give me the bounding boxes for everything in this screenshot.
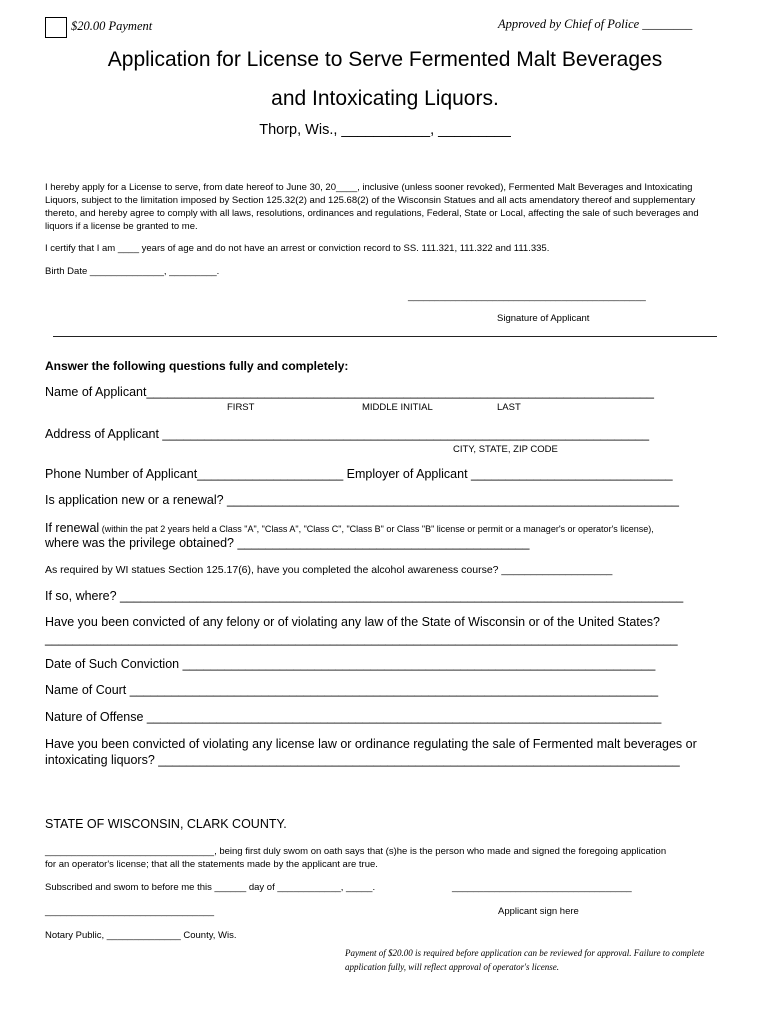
certify-statement: I certify that I am ____ years of age and do not have an arrest or conviction record to SS. 111.321, 111.322 and 111.335. bbox=[45, 243, 550, 254]
city-state-zip-caption: CITY, STATE, ZIP CODE bbox=[453, 444, 558, 455]
section-divider bbox=[53, 336, 717, 337]
sworn-statement-line2: for an operator's license; that all the statements made by the applicant are true. bbox=[45, 859, 378, 870]
awareness-course-field[interactable]: As required by WI statues Section 125.17(6), have you completed the alcohol awareness course? ___________________ bbox=[45, 564, 613, 576]
signature-label: Signature of Applicant bbox=[497, 313, 590, 324]
middle-initial-caption: MIDDLE INITIAL bbox=[362, 402, 433, 413]
signature-line[interactable]: _____________________________________________ bbox=[408, 291, 646, 302]
last-name-caption: LAST bbox=[497, 402, 521, 413]
sworn-statement-line1[interactable]: ________________________________, being first duly swom on oath says that (s)he is the person who made and signed the foregoing application bbox=[45, 846, 667, 857]
payment-note-line2: application fully, will reflect approval of operator's license. bbox=[345, 962, 559, 972]
if-renewal-lead: If renewal bbox=[45, 521, 100, 535]
court-name-field[interactable]: Name of Court ____________________________________________________________________________ bbox=[45, 683, 659, 697]
license-law-question: Have you been convicted of violating any license law or ordinance regulating the sale of Fermented malt beverages or bbox=[45, 737, 697, 751]
questions-heading: Answer the following questions fully and completely: bbox=[45, 359, 349, 373]
birth-date-field[interactable]: Birth Date ______________, _________. bbox=[45, 266, 220, 277]
phone-employer-field[interactable]: Phone Number of Applicant_____________________ Employer of Applicant _____________________________ bbox=[45, 467, 673, 481]
approved-by-chief-label: Approved by Chief of Police ________ bbox=[498, 17, 693, 31]
applicant-sign-label: Applicant sign here bbox=[498, 906, 579, 917]
license-law-answer-field[interactable]: intoxicating liquors? ___________________________________________________________________________ bbox=[45, 753, 680, 767]
applicant-name-field[interactable]: Name of Applicant_________________________________________________________________________ bbox=[45, 385, 654, 399]
payment-label: $20.00 Payment bbox=[71, 19, 153, 33]
applicant-address-field[interactable]: Address of Applicant ______________________________________________________________________ bbox=[45, 427, 650, 441]
notary-signature-line[interactable]: ________________________________ bbox=[45, 906, 215, 917]
form-title-line1: Application for License to Serve Fermented Malt Beverages bbox=[107, 48, 663, 71]
conviction-date-field[interactable]: Date of Such Conviction ____________________________________________________________________ bbox=[45, 657, 656, 671]
applicant-signature-line[interactable]: __________________________________ bbox=[452, 882, 632, 893]
intro-paragraph: I hereby apply for a License to serve, from date hereof to June 30, 20____, inclusive (unless sooner revoked), Fermented Malt Beverages and Intoxicating Liquors, subject to the limitation imposed by Section 125.32(2) and 125.68(2) of the Wisconsin Statues and all acts amendatory thereof and supplementary thereto, and hereby agree to comply with all laws, resolutions, ordinances and regulations, Federal, State or Local, affecting the sale of such beverages and liquors if a license be granted to me. bbox=[45, 182, 699, 232]
form-title-line2: and Intoxicating Liquors. bbox=[271, 87, 499, 110]
state-county-heading: STATE OF WISCONSIN, CLARK COUNTY. bbox=[45, 817, 287, 831]
first-name-caption: FIRST bbox=[227, 402, 255, 413]
payment-checkbox[interactable] bbox=[45, 17, 67, 38]
location-line: Thorp, Wis., ___________, _________ bbox=[259, 122, 511, 138]
if-renewal-note: (within the pat 2 years held a Class "A", "Class A", "Class C", "Class B" or Class "B" license or permit or a manager's or operator's license), bbox=[99, 524, 654, 534]
felony-question: Have you been convicted of any felony or of violating any law of the State of Wisconsin or of the United States? bbox=[45, 615, 660, 629]
subscribed-sworn-field[interactable]: Subscribed and swom to before me this ______ day of ____________, _____. bbox=[45, 882, 376, 893]
offense-nature-field[interactable]: Nature of Offense __________________________________________________________________________ bbox=[45, 710, 662, 724]
felony-answer-line[interactable]: ___________________________________________________________________________________________ bbox=[45, 632, 678, 646]
course-location-field[interactable]: If so, where? _________________________________________________________________________________ bbox=[45, 589, 684, 603]
payment-note-line1: Payment of $20.00 is required before application can be reviewed for approval. Failure to complete bbox=[345, 948, 705, 958]
privilege-obtained-field[interactable]: where was the privilege obtained? __________________________________________ bbox=[45, 536, 530, 550]
if-renewal-question bbox=[45, 519, 654, 537]
notary-county-field[interactable]: Notary Public, ______________ County, Wis. bbox=[45, 930, 237, 941]
new-or-renewal-field[interactable]: Is application new or a renewal? _________________________________________________________________ bbox=[45, 493, 679, 507]
